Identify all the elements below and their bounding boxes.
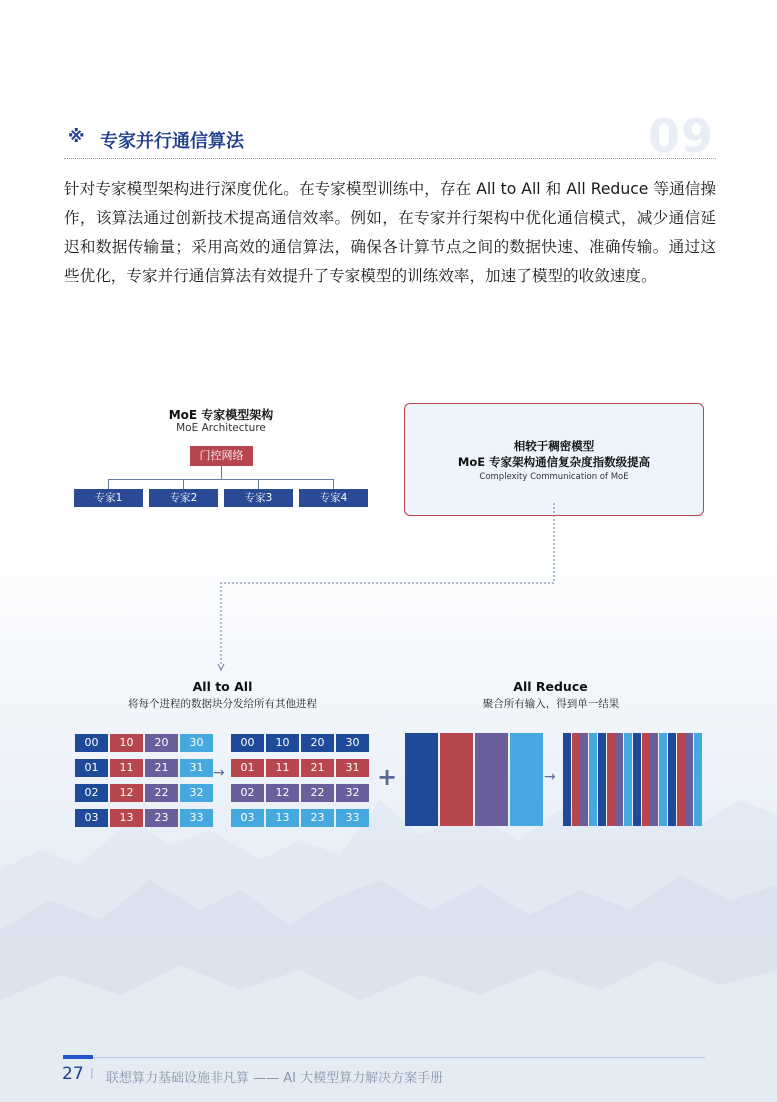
expert-box-4: 专家4 [299,489,368,507]
all-reduce-stripe [598,733,606,826]
body-paragraph: 针对专家模型架构进行深度优化。在专家模型训练中，存在 All to All 和 All Reduce 等通信操作，该算法通过创新技术提高通信效率。例如，在专家并行架构中优化通信模式，减少通信延迟和数据传输量；采用高效的通信算法，确保各计算节点之间的数据快速、准确传输。通过这些优化，专家并行通信算法有效提升了专家模型的训练效率，加速了模型的收敛速度。 [64,180,716,285]
expert-box-3: 专家3 [224,489,293,507]
all-reduce-stripe [677,733,685,826]
all-to-all-title: All to All [192,679,253,694]
arrow-right-icon: → [213,765,225,781]
grid-cell: 02 [231,784,264,802]
all-reduce-input-sky [510,733,543,826]
grid-cell: 03 [75,809,108,827]
grid-cell: 32 [180,784,213,802]
gate-network-box: 门控网络 [190,446,253,466]
grid-cell: 23 [145,809,178,827]
plus-icon: + [377,763,398,791]
all-reduce-stripe [589,733,597,826]
moe-title: MoE 专家模型架构 [168,408,274,422]
grid-cell: 00 [75,734,108,752]
all-reduce-stripe [642,733,650,826]
all-reduce-stripe [694,733,702,826]
all-reduce-subtitle: 聚合所有输入，得到单一结果 [482,698,620,710]
grid-cell: 33 [336,809,369,827]
grid-cell: 23 [301,809,334,827]
all-reduce-stripe [607,733,615,826]
grid-cell: 12 [110,784,143,802]
grid-cell: 30 [336,734,369,752]
section-title: 专家并行通信算法 [100,131,244,152]
grid-cell: 30 [180,734,213,752]
arrow-right-icon: → [544,769,556,785]
grid-cell: 11 [266,759,299,777]
all-reduce-stripe [563,733,571,826]
grid-cell: 13 [110,809,143,827]
complexity-line-3: Complexity Communication of MoE [479,472,629,482]
grid-cell: 31 [180,759,213,777]
footer-title: 联想算力基础设施非凡算 —— AI 大模型算力解决方案手册 [106,1071,444,1086]
reference-mark-icon: ※ [68,127,85,147]
all-reduce-stripe [685,733,693,826]
all-reduce-stripe [659,733,667,826]
complexity-line-2: MoE 专家架构通信复杂度指数级提高 [457,455,651,469]
all-reduce-input-red [440,733,473,826]
all-reduce-title: All Reduce [513,679,588,694]
grid-cell: 02 [75,784,108,802]
section-divider [64,158,716,159]
grid-cell: 20 [145,734,178,752]
section-heading [64,109,716,163]
footer-divider [93,1057,705,1058]
all-reduce-stripe [615,733,623,826]
tree-connector-vertical [221,466,222,479]
all-reduce-stripe [624,733,632,826]
grid-cell: 22 [145,784,178,802]
grid-cell: 01 [231,759,264,777]
grid-cell: 22 [301,784,334,802]
all-reduce-stripe [650,733,658,826]
all-reduce-input-purple [475,733,508,826]
page-number: 27 [62,1064,84,1084]
expert-box-2: 专家2 [149,489,218,507]
section-number: 09 [647,109,714,163]
grid-cell: 10 [266,734,299,752]
grid-cell: 12 [266,784,299,802]
grid-cell: 03 [231,809,264,827]
all-to-all-subtitle: 将每个进程的数据块分发给所有其他进程 [128,698,317,710]
grid-cell: 00 [231,734,264,752]
moe-subtitle: MoE Architecture [176,422,266,434]
footer-separator: | [90,1066,94,1079]
grid-cell: 20 [301,734,334,752]
grid-cell: 13 [266,809,299,827]
all-reduce-stripe [668,733,676,826]
expert-box-1: 专家1 [74,489,143,507]
grid-cell: 21 [145,759,178,777]
grid-cell: 32 [336,784,369,802]
all-reduce-stripe [572,733,580,826]
footer-accent-bar [63,1055,93,1059]
tree-connector-horizontal [108,479,334,480]
complexity-line-1: 相较于稠密模型 [513,439,595,453]
grid-cell: 01 [75,759,108,777]
grid-cell: 33 [180,809,213,827]
dotted-connector [210,500,570,675]
grid-cell: 21 [301,759,334,777]
tree-connector-drop-2 [183,479,184,489]
tree-connector-drop-4 [333,479,334,489]
tree-connector-drop-3 [258,479,259,489]
grid-cell: 31 [336,759,369,777]
all-reduce-stripe [580,733,588,826]
all-reduce-input-blue [405,733,438,826]
grid-cell: 11 [110,759,143,777]
all-reduce-stripe [633,733,641,826]
tree-connector-drop-1 [108,479,109,489]
grid-cell: 10 [110,734,143,752]
